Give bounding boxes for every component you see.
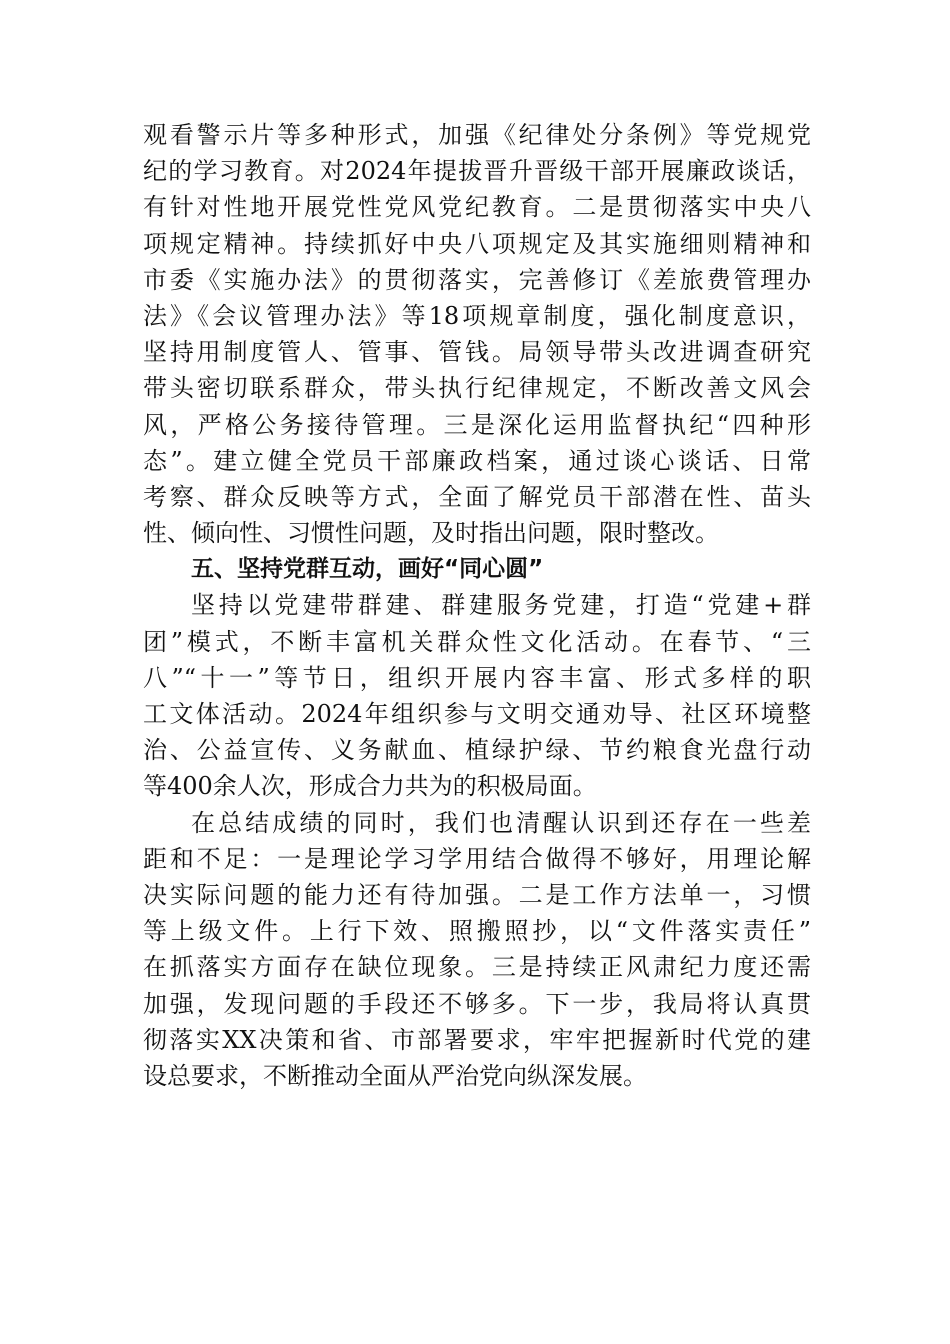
section-heading: 五、坚持党群互动，画好“同心圆” — [191, 556, 544, 583]
text-line: 治、公益宣传、义务献血、植绿护绿、节约粮食光盘行动 — [143, 736, 811, 765]
text-line: 市委《实施办法》的贯彻落实，完善修订《差旅费管理办 — [143, 265, 811, 294]
text-line: 等400余人次，形成合力共为的积极局面。 — [143, 772, 597, 801]
text-line: 工文体活动。2024年组织参与文明交通劝导、社区环境整 — [143, 700, 811, 728]
text-line: 考察、群众反映等方式，全面了解党员干部潜在性、苗头 — [143, 482, 811, 511]
text-line: 八”“十一”等节日，组织开展内容丰富、形式多样的职 — [143, 663, 811, 692]
text-line: 坚持以党建带群建、群建服务党建，打造“党建+群 — [191, 591, 811, 620]
text-line: 决实际问题的能力还有待加强。二是工作方法单一，习惯 — [143, 880, 811, 909]
text-line: 在抓落实方面存在缺位现象。三是持续正风肃纪力度还需 — [143, 953, 811, 982]
text-line: 纪的学习教育。对2024年提拔晋升晋级干部开展廉政谈话， — [143, 157, 811, 186]
text-line: 有针对性地开展党性党风党纪教育。二是贯彻落实中央八 — [143, 193, 811, 222]
text-line: 态”。建立健全党员干部廉政档案，通过谈心谈话、日常 — [143, 446, 811, 475]
text-line: 团”模式，不断丰富机关群众性文化活动。在春节、“三 — [143, 627, 811, 656]
text-line: 风，严格公务接待管理。三是深化运用监督执纪“四种形 — [143, 410, 811, 439]
text-line: 彻落实XX决策和省、市部署要求，牢牢把握新时代党的建 — [143, 1025, 811, 1054]
document-body — [143, 117, 811, 1094]
text-line: 项规定精神。持续抓好中央八项规定及其实施细则精神和 — [143, 229, 811, 258]
text-line: 性、倾向性、习惯性问题，及时指出问题，限时整改。 — [143, 519, 719, 548]
text-line: 设总要求，不断推动全面从严治党向纵深发展。 — [143, 1061, 647, 1090]
text-line: 等上级文件。上行下效、照搬照抄，以“文件落实责任” — [143, 917, 811, 946]
text-line: 法》《会议管理办法》等18项规章制度，强化制度意识， — [143, 301, 811, 330]
text-line: 带头密切联系群众，带头执行纪律规定，不断改善文风会 — [143, 374, 811, 403]
text-line: 坚持用制度管人、管事、管钱。局领导带头改进调查研究 — [143, 338, 811, 367]
text-line: 距和不足：一是理论学习学用结合做得不够好，用理论解 — [143, 844, 811, 873]
text-line: 在总结成绩的同时，我们也清醒认识到还存在一些差 — [191, 808, 811, 837]
text-line: 观看警示片等多种形式，加强《纪律处分条例》等党规党 — [143, 121, 811, 149]
text-line: 加强，发现问题的手段还不够多。下一步，我局将认真贯 — [143, 989, 811, 1018]
